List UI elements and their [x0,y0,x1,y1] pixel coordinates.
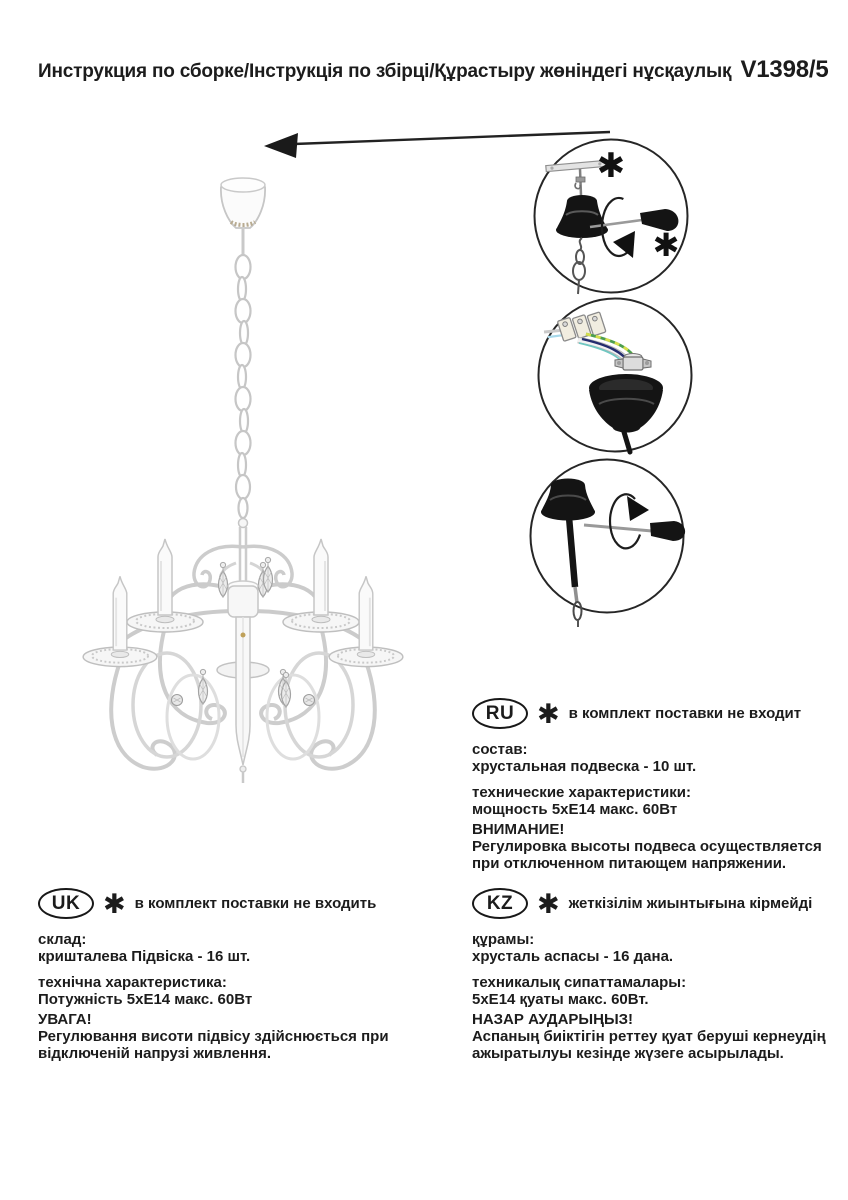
asterisk-icon: ✱ [103,889,126,919]
composition-value: хрусталь аспасы - 16 дана. [472,948,674,965]
warning-block [472,1011,848,1062]
asterisk-icon: ✱ [652,227,680,263]
chandelier-illustration [55,165,485,805]
not-included-note: в комплект поставки не входить [134,895,377,912]
warning-label: УВАГА! [38,1011,92,1028]
page-title [38,56,830,84]
warning-block [472,821,844,872]
specs-block [472,974,848,1008]
arrowhead-icon [264,133,298,158]
composition-label: құрамы: [472,931,535,948]
specs-label: технічна характеристика: [38,974,227,991]
title-text: Инструкция по сборке/Інструкція по збірці/Құрастыру жөніндегі нұсқаулық [38,61,732,82]
composition-value: хрустальная подвеска - 10 шт. [472,758,697,775]
specs-label: техникалық сипаттамалары: [472,974,687,991]
lang-badge-kz: KZ [472,888,528,919]
warning-text: Регулировка высоты подвеса осуществляется при отключенном питающем напряжении. [472,838,822,872]
section-ru-header [472,698,844,729]
section-kz-header [472,888,848,919]
asterisk-icon: ✱ [537,699,560,729]
section-ru [472,698,844,872]
warning-block [38,1011,440,1062]
ceiling-canopy [221,178,265,261]
model-number: V1398/5 [740,56,829,83]
specs-block [38,974,440,1008]
composition-value: кришталева Підвіска - 16 шт. [38,948,251,965]
assembly-step-3-figure [512,441,702,631]
not-included-note: жеткізілім жиынтығына кірмейді [568,895,813,912]
specs-block [472,784,844,818]
hanging-chain [236,255,251,518]
section-kz [472,888,848,1062]
section-uk-header [38,888,440,919]
asterisk-icon: ✱ [537,889,560,919]
warning-label: НАЗАР АУДАРЫҢЫЗ! [472,1011,634,1028]
composition-label: состав: [472,741,528,758]
warning-label: ВНИМАНИЕ! [472,821,565,838]
not-included-note: в комплект поставки не входит [568,705,802,722]
lang-badge-uk: UK [38,888,94,919]
warning-text: Аспаның биіктігін реттеу қуат беруші кернеудің ажыратылуы кезінде жүзеге асырылады. [472,1028,826,1062]
left-arms [83,539,243,769]
composition-block [472,931,848,965]
composition-block [38,931,440,965]
specs-label: технические характеристики: [472,784,691,801]
lang-badge-ru: RU [472,698,528,729]
body-finial [239,519,248,586]
composition-block [472,741,844,775]
asterisk-icon: ✱ [596,147,626,185]
brass-screw [241,633,246,638]
composition-label: склад: [38,931,87,948]
specs-value: мощность 5хЕ14 макс. 60Вт [472,801,678,818]
warning-text: Регулювання висоти підвісу здійснюється при відключеній напрузі живлення. [38,1028,389,1062]
central-column [228,581,258,783]
specs-value: Потужність 5хЕ14 макс. 60Вт [38,991,253,1008]
specs-value: 5хЕ14 қуаты макс. 60Вт. [472,991,649,1008]
section-uk [38,888,440,1062]
